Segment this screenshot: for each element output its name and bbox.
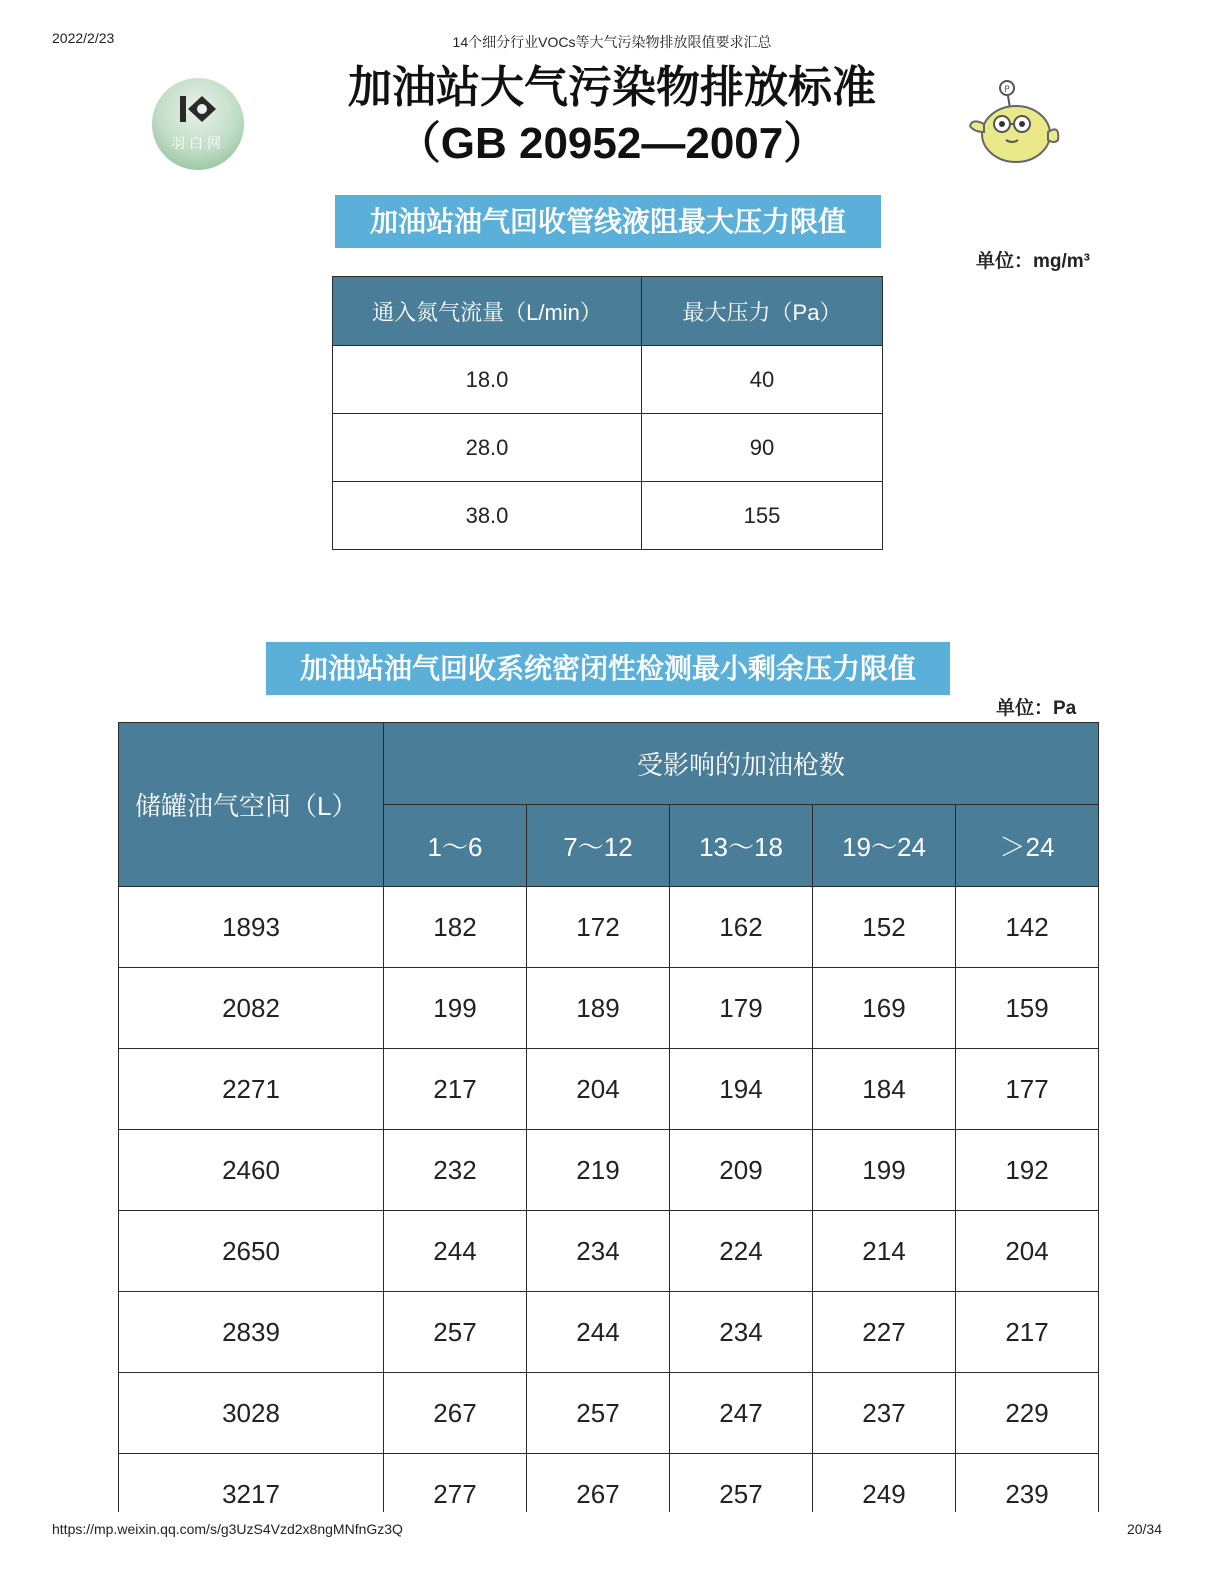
table-cell: 237: [813, 1373, 956, 1454]
table-cell: 219: [527, 1130, 670, 1211]
table-cell: 194: [670, 1049, 813, 1130]
table-cell: 189: [527, 968, 670, 1049]
table-cell: 209: [670, 1130, 813, 1211]
section1-unit: 单位：mg/m³: [976, 251, 1091, 272]
section1-banner: 加油站油气回收管线液阻最大压力限值: [335, 195, 881, 248]
table-cell: 40: [642, 346, 883, 414]
table-header: 最大压力（Pa）: [642, 277, 883, 346]
table-cell: 199: [813, 1130, 956, 1211]
table-cell: 249: [813, 1454, 956, 1513]
section2-unit: 单位：Pa: [996, 698, 1077, 719]
table-cell: 192: [956, 1130, 1099, 1211]
table-header: ＞24: [956, 805, 1099, 887]
table-cell: 217: [384, 1049, 527, 1130]
table-cell: 244: [527, 1292, 670, 1373]
print-url: https://mp.weixin.qq.com/s/g3UzS4Vzd2x8ngMNfnGz3Q: [52, 1521, 403, 1537]
table-row-header: 储罐油气空间（L）: [119, 723, 384, 887]
table-cell: 244: [384, 1211, 527, 1292]
page-subtitle: （GB 20952—2007）: [396, 119, 828, 168]
table-cell: 172: [527, 887, 670, 968]
table-cell: 267: [384, 1373, 527, 1454]
page-title: 加油站大气污染物排放标准: [348, 63, 876, 112]
page-number: 20/34: [1126, 1521, 1162, 1537]
table-header: 7～12: [527, 805, 670, 887]
table-cell: 2839: [119, 1292, 384, 1373]
logo-text: 羽白网: [171, 135, 225, 151]
table-row: [119, 1130, 1099, 1211]
table-cell: 159: [956, 968, 1099, 1049]
table-cell: 179: [670, 968, 813, 1049]
table-cell: 38.0: [333, 482, 642, 550]
table-cell: 232: [384, 1130, 527, 1211]
residual-pressure-table: [118, 722, 1099, 1512]
table-cell: 247: [670, 1373, 813, 1454]
table-cell: 18.0: [333, 346, 642, 414]
table-cell: 2271: [119, 1049, 384, 1130]
table-row: [119, 1211, 1099, 1292]
table-cell: 3217: [119, 1454, 384, 1513]
table-cell: 267: [527, 1454, 670, 1513]
table-cell: 199: [384, 968, 527, 1049]
table-cell: 227: [813, 1292, 956, 1373]
table-cell: 2082: [119, 968, 384, 1049]
table-cell: 257: [384, 1292, 527, 1373]
table-cell: 184: [813, 1049, 956, 1130]
table-cell: 155: [642, 482, 883, 550]
table-cell: 214: [813, 1211, 956, 1292]
print-doc-title: 14个细分行业VOCs等大气污染物排放限值要求汇总: [452, 34, 772, 50]
table-row: [119, 1049, 1099, 1130]
svg-text:P: P: [1004, 85, 1010, 95]
table-cell: 28.0: [333, 414, 642, 482]
table-row: [119, 1373, 1099, 1454]
table-cell: 142: [956, 887, 1099, 968]
table-cell: 2650: [119, 1211, 384, 1292]
table-cell: 217: [956, 1292, 1099, 1373]
table-cell: 90: [642, 414, 883, 482]
table-cell: 229: [956, 1373, 1099, 1454]
table-header: 1～6: [384, 805, 527, 887]
table-cell: 162: [670, 887, 813, 968]
table-cell: 169: [813, 968, 956, 1049]
table-cell: 2460: [119, 1130, 384, 1211]
table-cell: 239: [956, 1454, 1099, 1513]
table-cell: 152: [813, 887, 956, 968]
table-cell: 204: [527, 1049, 670, 1130]
table-row: [119, 968, 1099, 1049]
print-date: 2022/2/23: [52, 30, 115, 46]
table-header: 通入氮气流量（L/min）: [333, 277, 642, 346]
table-header: 13～18: [670, 805, 813, 887]
table-row: [119, 1454, 1099, 1513]
table-cell: 1893: [119, 887, 384, 968]
table-cell: 257: [670, 1454, 813, 1513]
table-cell: 177: [956, 1049, 1099, 1130]
table-cell: 224: [670, 1211, 813, 1292]
table-cell: 234: [670, 1292, 813, 1373]
table-cell: 234: [527, 1211, 670, 1292]
table-group-header: 受影响的加油枪数: [384, 723, 1099, 805]
table-cell: 204: [956, 1211, 1099, 1292]
table-row: [119, 1292, 1099, 1373]
table-header: 19～24: [813, 805, 956, 887]
table-cell: 3028: [119, 1373, 384, 1454]
table-cell: 182: [384, 887, 527, 968]
table-row: [119, 887, 1099, 968]
table-cell: 277: [384, 1454, 527, 1513]
section2-banner: 加油站油气回收系统密闭性检测最小剩余压力限值: [266, 642, 950, 695]
table-cell: 257: [527, 1373, 670, 1454]
